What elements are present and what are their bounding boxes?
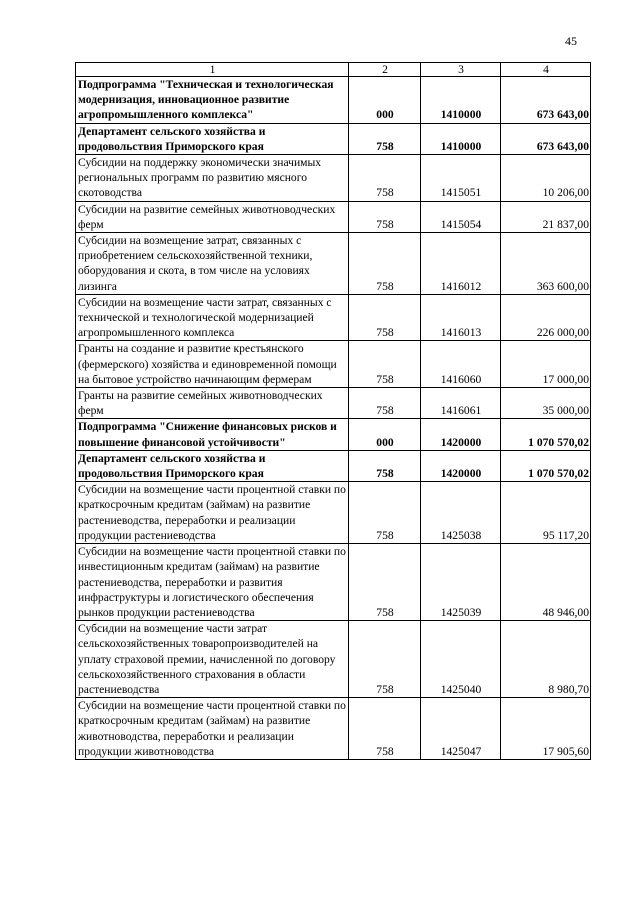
column-header: 1 [76,63,349,77]
row-number-cell: 1416060 [421,341,501,388]
row-name-cell: Субсидии на возмещение части затрат сельскохозяйственных товаропроизводителей на уплату страховой премии, начисленной по договору сельскохозяйственного страхования в области растениеводства [76,621,349,698]
row-sum-cell: 1 070 570,02 [501,419,591,450]
row-number-cell: 1410000 [421,123,501,154]
row-sum-cell: 48 946,00 [501,544,591,621]
table-row [76,341,591,388]
column-header: 2 [349,63,421,77]
row-number-cell: 1410000 [421,77,501,124]
table-row [76,482,591,544]
row-name-cell: Субсидии на возмещение части затрат, связанных с технической и технологической модернизацией агропромышленного комплекса [76,294,349,341]
row-code-cell: 758 [349,233,421,295]
row-code-cell: 758 [349,698,421,760]
row-sum-cell: 95 117,20 [501,482,591,544]
row-sum-cell: 226 000,00 [501,294,591,341]
budget-table [75,62,591,760]
row-name-cell: Департамент сельского хозяйства и продовольствия Приморского края [76,123,349,154]
table-row [76,201,591,232]
row-number-cell: 1425047 [421,698,501,760]
row-sum-cell: 363 600,00 [501,233,591,295]
row-name-cell: Субсидии на возмещение затрат, связанных с приобретением сельскохозяйственной техники, оборудования и скота, в том числе на условиях лизинга [76,233,349,295]
row-name-cell: Департамент сельского хозяйства и продовольствия Приморского края [76,450,349,481]
row-sum-cell: 17 000,00 [501,341,591,388]
table-row [76,419,591,450]
table-row [76,621,591,698]
row-sum-cell: 35 000,00 [501,388,591,419]
table-row [76,450,591,481]
row-code-cell: 758 [349,294,421,341]
row-name-cell: Подпрограмма "Техническая и технологическая модернизация, инновационное развитие агропромышленного комплекса" [76,77,349,124]
row-sum-cell: 21 837,00 [501,201,591,232]
row-number-cell: 1416013 [421,294,501,341]
table-header-row [76,63,591,77]
table-row [76,698,591,760]
row-number-cell: 1420000 [421,450,501,481]
row-number-cell: 1415054 [421,201,501,232]
row-code-cell: 000 [349,419,421,450]
row-name-cell: Гранты на развитие семейных животноводческих ферм [76,388,349,419]
page-number: 45 [565,34,577,48]
row-sum-cell: 10 206,00 [501,155,591,202]
row-code-cell: 758 [349,388,421,419]
row-sum-cell: 673 643,00 [501,123,591,154]
row-name-cell: Субсидии на возмещение части процентной ставки по краткосрочным кредитам (займам) на развитие растениеводства, переработки и реализации продукции растениеводства [76,482,349,544]
row-code-cell: 758 [349,621,421,698]
row-code-cell: 000 [349,77,421,124]
row-number-cell: 1425038 [421,482,501,544]
table-row [76,77,591,124]
row-name-cell: Субсидии на возмещение части процентной ставки по краткосрочным кредитам (займам) на развитие животноводства, переработки и реализации продукции животноводства [76,698,349,760]
row-sum-cell: 1 070 570,02 [501,450,591,481]
column-header: 4 [501,63,591,77]
row-sum-cell: 673 643,00 [501,77,591,124]
row-name-cell: Субсидии на развитие семейных животноводческих ферм [76,201,349,232]
row-name-cell: Подпрограмма "Снижение финансовых рисков и повышение финансовой устойчивости" [76,419,349,450]
row-code-cell: 758 [349,155,421,202]
row-name-cell: Гранты на создание и развитие крестьянского (фермерского) хозяйства и единовременной помощи на бытовое устройство начинающим фермерам [76,341,349,388]
row-number-cell: 1416012 [421,233,501,295]
row-number-cell: 1425040 [421,621,501,698]
table-row [76,123,591,154]
table-row [76,388,591,419]
row-sum-cell: 8 980,70 [501,621,591,698]
row-number-cell: 1420000 [421,419,501,450]
row-name-cell: Субсидии на возмещение части процентной ставки по инвестиционным кредитам (займам) на развитие растениеводства, переработки и развития инфраструктуры и логистического обеспечения рынков продукции растениеводства [76,544,349,621]
row-code-cell: 758 [349,123,421,154]
row-number-cell: 1425039 [421,544,501,621]
table-row [76,233,591,295]
row-code-cell: 758 [349,544,421,621]
table-row [76,544,591,621]
table-row [76,155,591,202]
row-code-cell: 758 [349,341,421,388]
column-header: 3 [421,63,501,77]
row-number-cell: 1415051 [421,155,501,202]
row-name-cell: Субсидии на поддержку экономически значимых региональных программ по развитию мясного скотоводства [76,155,349,202]
row-number-cell: 1416061 [421,388,501,419]
table-row [76,294,591,341]
row-code-cell: 758 [349,450,421,481]
row-sum-cell: 17 905,60 [501,698,591,760]
row-code-cell: 758 [349,201,421,232]
row-code-cell: 758 [349,482,421,544]
